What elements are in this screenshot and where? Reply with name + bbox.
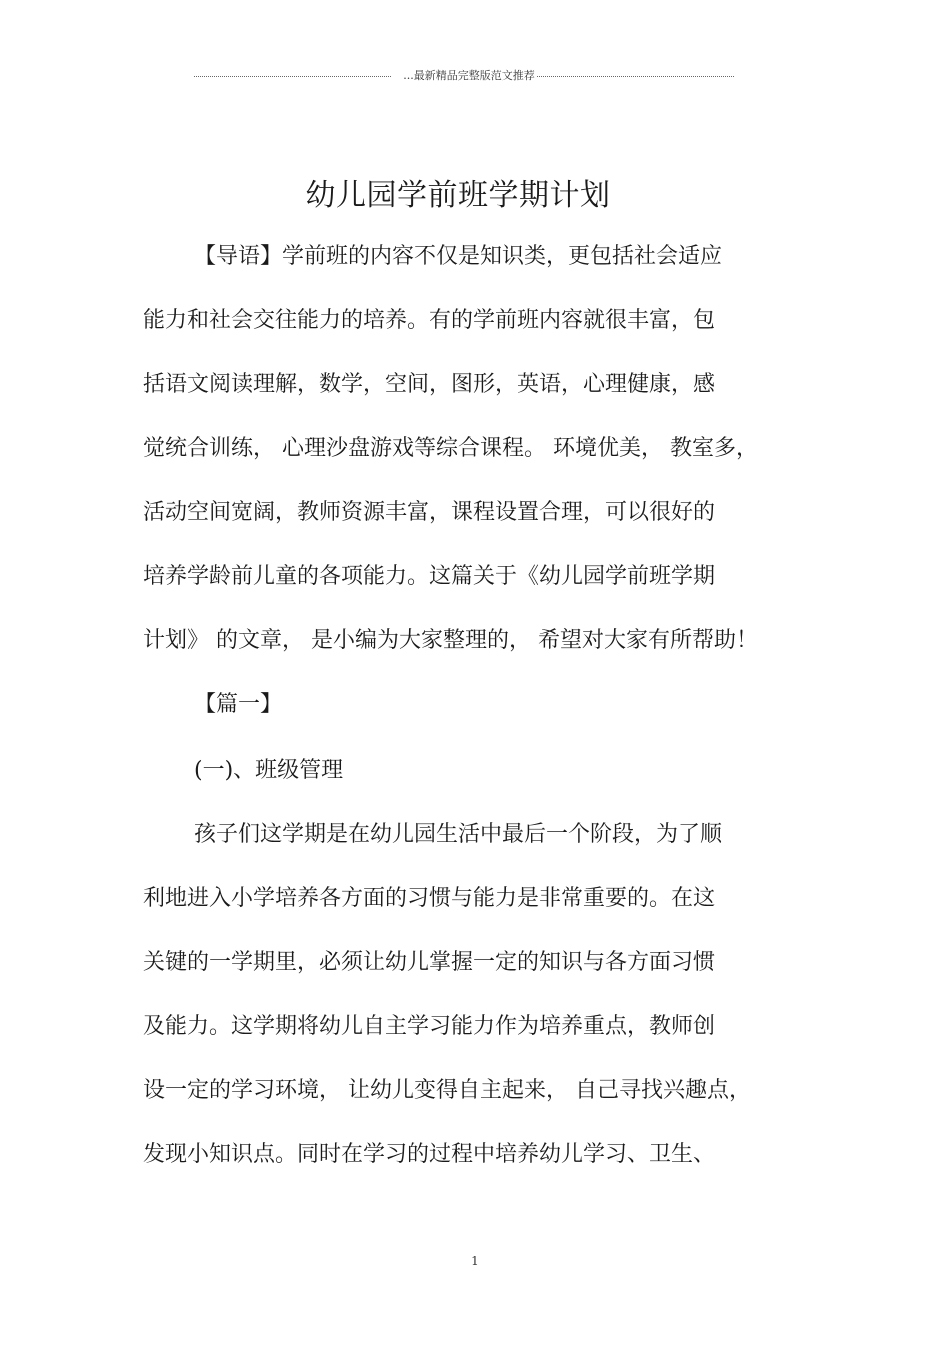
- subsection-heading: (一)、班级管理: [194, 758, 344, 783]
- section-heading: 【篇一】: [194, 692, 283, 717]
- paragraph-line: 培养学龄前儿童的各项能力。这篇关于《幼儿园学前班学期: [143, 564, 716, 589]
- paragraph-line: 设一定的学习环境， 让幼儿变得自主起来， 自己寻找兴趣点，: [143, 1078, 751, 1103]
- paragraph-line: 能力和社会交往能力的培养。有的学前班内容就很丰富，包: [143, 308, 716, 333]
- paragraph-line: 孩子们这学期是在幼儿园生活中最后一个阶段，为了顺: [194, 822, 723, 847]
- page-number: 1: [471, 1254, 479, 1268]
- paragraph-line: 觉统合训练， 心理沙盘游戏等综合课程。 环境优美， 教室多，: [143, 436, 758, 461]
- paragraph-line: 发现小知识点。同时在学习的过程中培养幼儿学习、卫生、: [143, 1142, 716, 1167]
- paragraph-line: 利地进入小学培养各方面的习惯与能力是非常重要的。在这: [143, 886, 716, 911]
- paragraph-line: 及能力。这学期将幼儿自主学习能力作为培养重点，教师创: [143, 1014, 716, 1039]
- paragraph-line: 括语文阅读理解，数学，空间，图形，英语，心理健康，感: [143, 372, 716, 397]
- header-dots-right: [537, 76, 734, 77]
- document-title: 幼儿园学前班学期计划: [305, 178, 611, 213]
- paragraph-line: 关键的一学期里，必须让幼儿掌握一定的知识与各方面习惯: [143, 950, 716, 975]
- header-text: ...最新精品完整版范文推荐: [403, 69, 535, 82]
- header-dots-left: [194, 76, 391, 77]
- paragraph-line: 计划》 的文章， 是小编为大家整理的， 希望对大家有所帮助！: [143, 628, 758, 653]
- paragraph-line: 【导语】学前班的内容不仅是知识类，更包括社会适应: [194, 244, 723, 269]
- page-header: [194, 66, 734, 84]
- paragraph-line: 活动空间宽阔，教师资源丰富，课程设置合理，可以很好的: [143, 500, 716, 525]
